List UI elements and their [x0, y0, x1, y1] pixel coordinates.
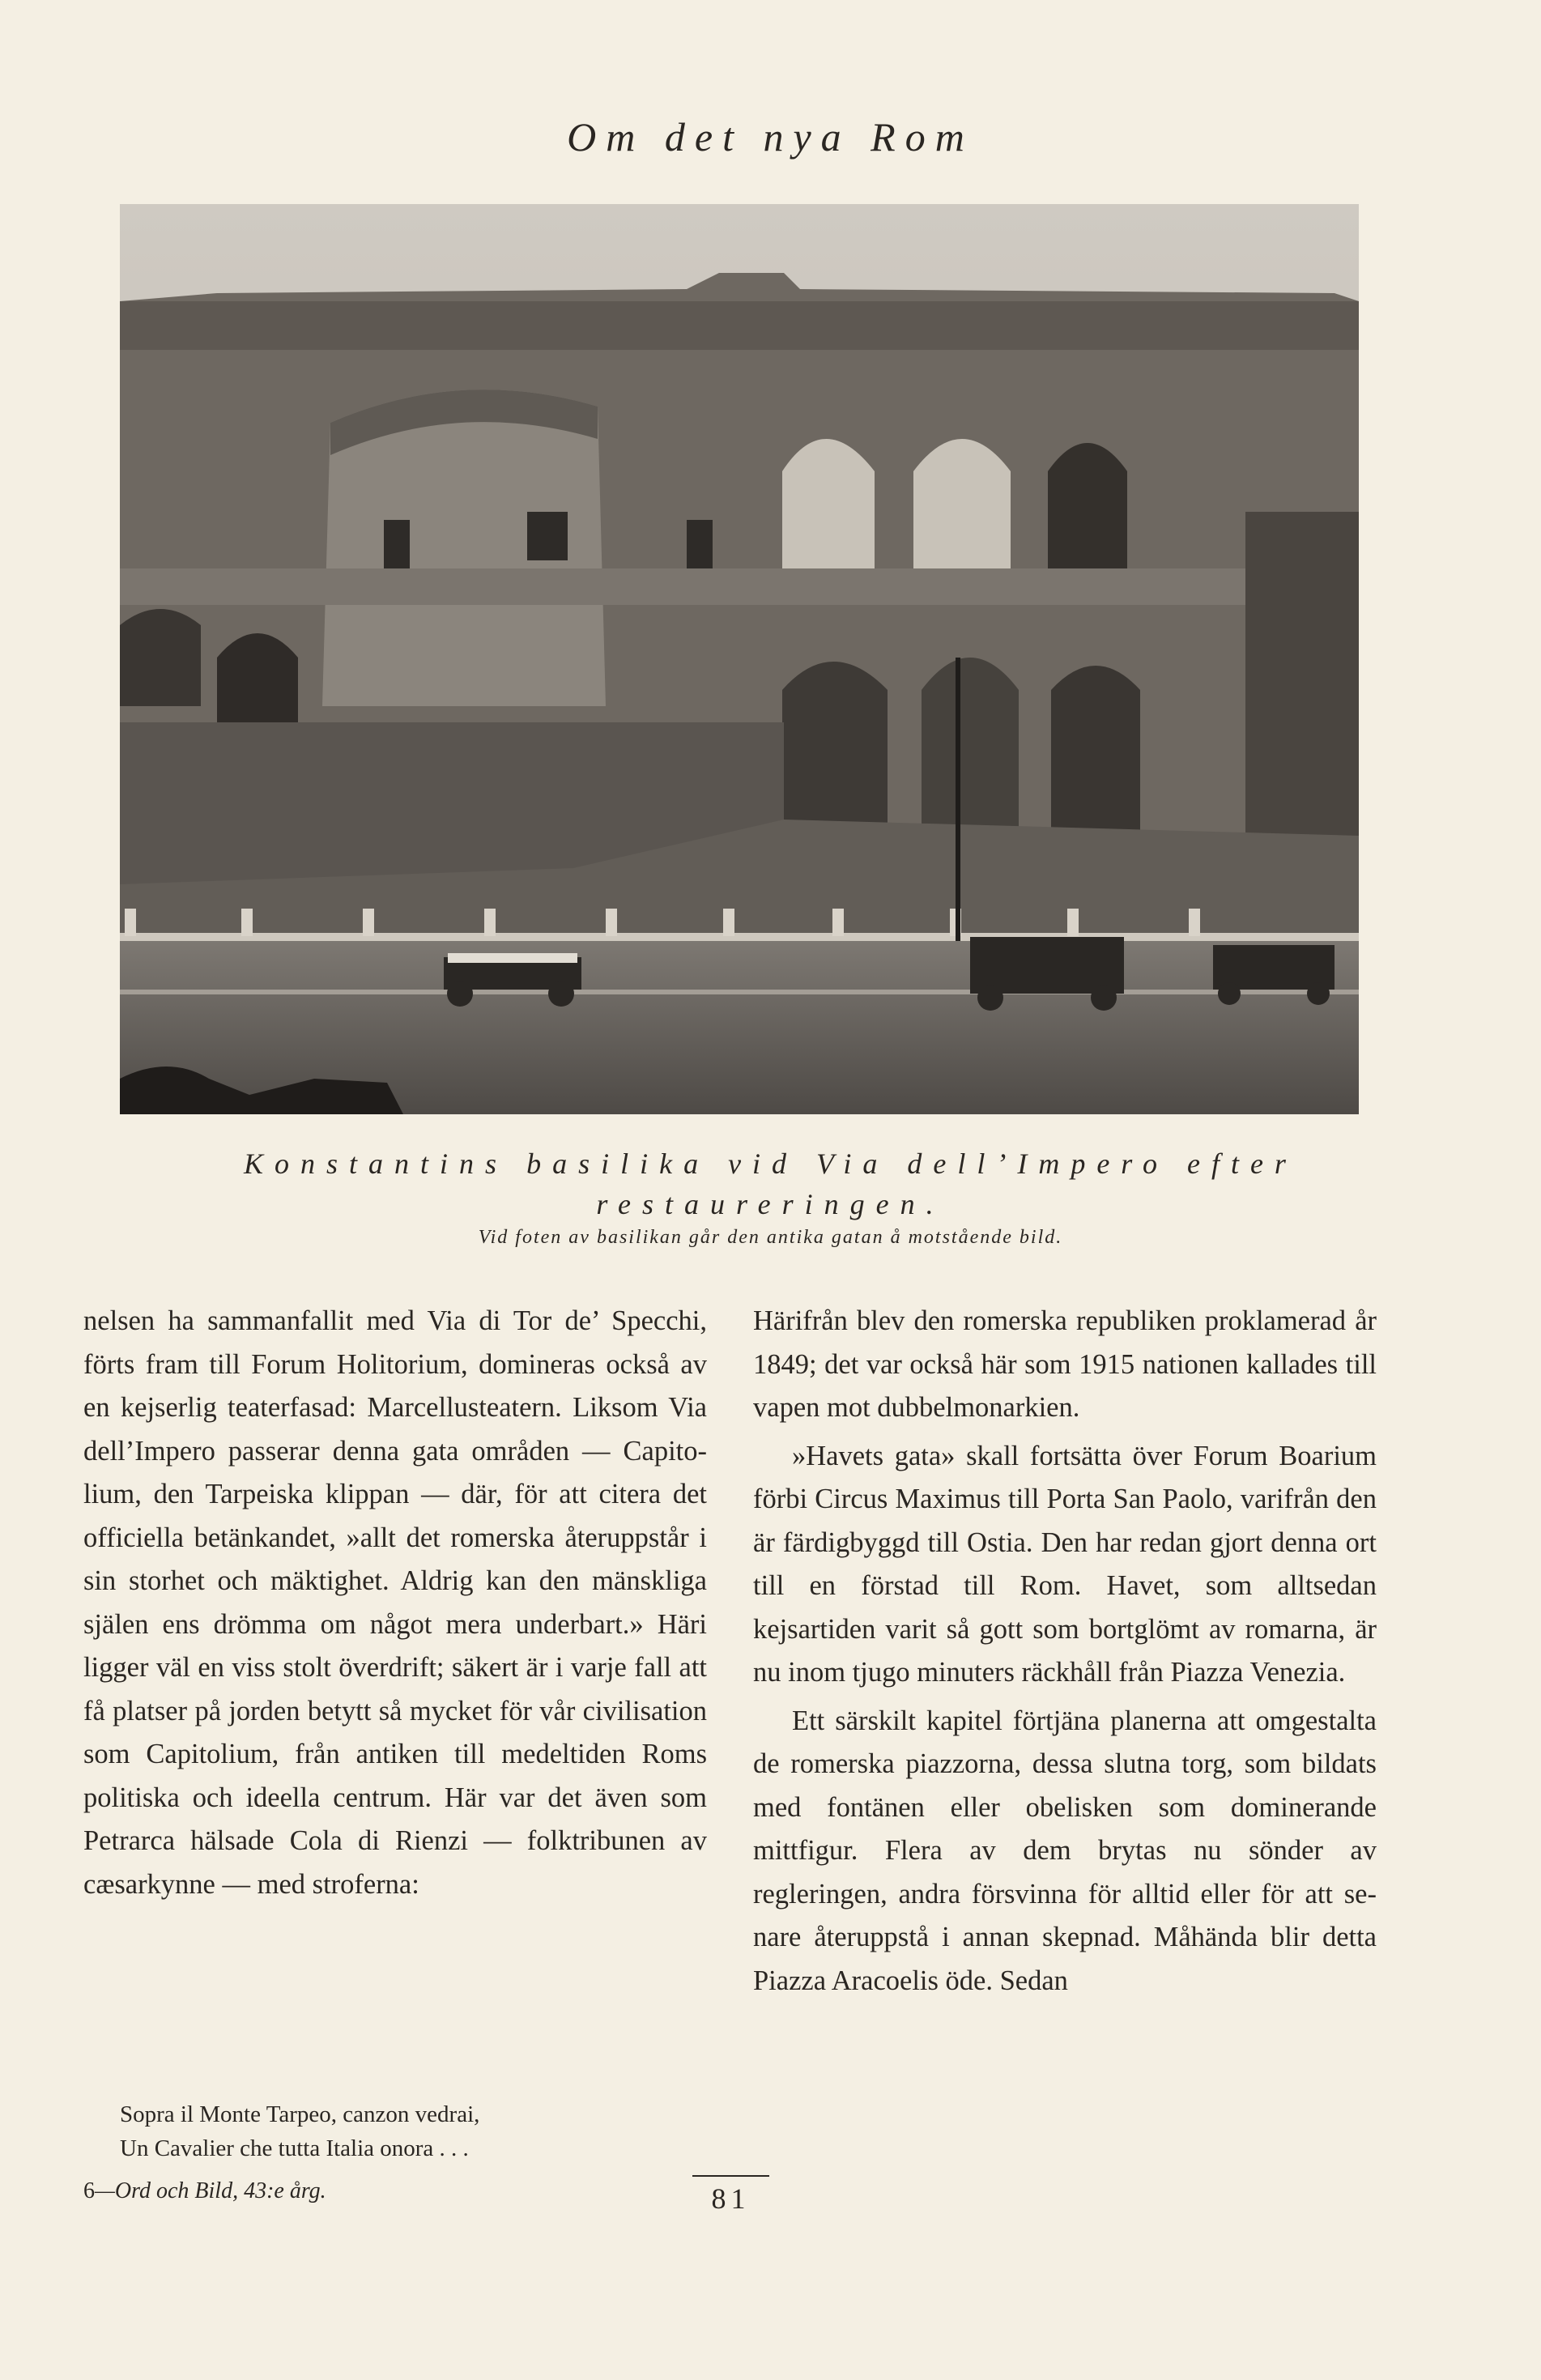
running-header: Om det nya Rom: [567, 114, 974, 160]
basilica-photograph: [120, 204, 1359, 1114]
left-column-paragraph: nelsen ha sammanfallit med Via di Tor de’ Specchi, förts fram till Forum Holitorium, domineras också av en kejserlig teaterfasad: Marcellusteatern. Liksom Via dell’Impero passerar denna gata områden — Capitolium, den Tarpeiska klippan — där, för att citera det officiella betänkandet, »allt det romerska återuppstår i sin storhet och mäktighet. Aldrig kan den mänskliga själen ens drömma om något mera underbart.» Häri ligger väl en viss stolt överdrift; säkert är i varje fall att få platser på jorden betytt så mycket för vår civilisation som Capitolium, från antiken till medeltiden Roms politiska och ideella centrum. Här var det även som Petrarca hälsade Cola di Rienzi — folktribunen av cæsarkynne — med stroferna:: [83, 1305, 707, 1900]
signature-text: —Ord och Bild, 43:e årg.: [95, 2178, 326, 2203]
left-column: [83, 1300, 707, 1906]
poem-line: Sopra il Monte Tarpeo, canzon vedrai,: [120, 2101, 480, 2127]
page-number: 81: [692, 2175, 769, 2216]
right-column-paragraph: Härifrån blev den romerska republiken proklamerad år 1849; det var också här som 1915 nationen kallades till vapen mot dubbelmonarkien.: [753, 1305, 1377, 1423]
right-column: [753, 1300, 1377, 2003]
poem-quote: [120, 2097, 703, 2165]
signature-number: 6: [83, 2178, 95, 2203]
photo-caption: Konstantins basilika vid Via dell’Impero efter restaureringen.: [244, 1147, 1297, 1220]
poem-line: Un Cavalier che tutta Italia onora . . .: [120, 2135, 469, 2161]
right-column-paragraph: Ett särskilt kapitel förtjäna planerna att omgestalta de romerska piazzorna, dessa slutna torg, som bildats med fontänen eller obelisken som dominerande mittfigur. Flera av dem brytas nu sönder av regleringen, andra försvinna för alltid eller för att senare återuppstå i annan skepnad. Måhända blir detta Piazza Aracoelis öde. Sedan: [753, 1705, 1377, 1996]
right-column-paragraph: »Havets gata» skall fortsätta över Forum Boarium förbi Circus Maximus till Porta San Paolo, varifrån den är färdigbyggd till Ostia. Den har redan gjort denna ort till en förstad till Rom. Havet, som alltsedan kejsartiden varit så gott som bortglömt av romarna, är nu inom tjugo minuters räckhåll från Piazza Venezia.: [753, 1440, 1377, 1688]
signature-mark: [83, 2178, 326, 2204]
photo-subcaption: Vid foten av basilikan går den antika gatan å motstående bild.: [478, 1227, 1063, 1248]
